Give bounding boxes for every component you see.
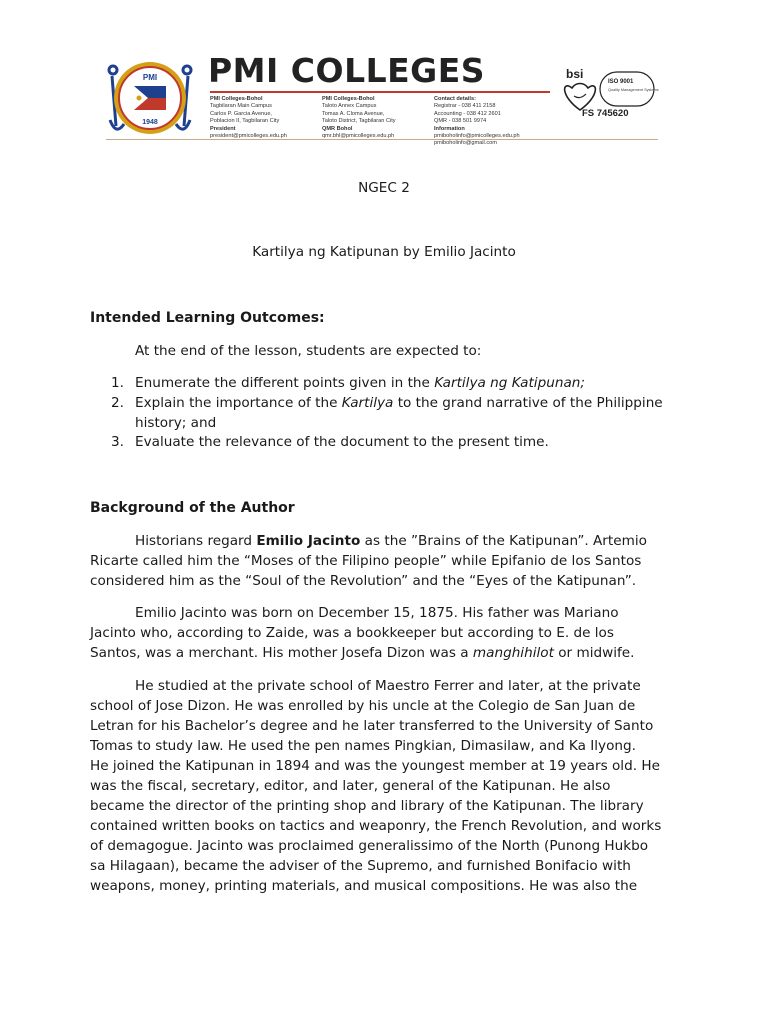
seal-year: 1948 [142,119,158,126]
paragraph-line: of demagogue. Jacinto was proclaimed generalissimo of the North (Punong Hukbo [90,838,649,854]
paragraph-line: He joined the Katipunan in 1894 and was the youngest member at 19 years old. He [90,758,660,774]
paragraph-line: sa Hilagaan), became the adviser of the Supremo, and furnished Bonifacio with [90,858,631,874]
info-line: Tagbilaran Main Campus [210,103,272,110]
text-run: Santos, was a merchant. His mother Josefa Dizon was a [90,645,473,661]
paragraph-line [90,643,690,663]
info-line: President [210,125,236,132]
list-item-line: Evaluate the relevance of the document to the present time. [135,434,549,450]
info-line: Carlos P. Garcia Avenue, [210,110,272,117]
ilo-item [135,393,695,433]
text-run: or midwife. [553,645,635,661]
text-run: Enumerate the different points given in the [135,375,435,391]
list-item-line: history; and [135,415,217,431]
info-line: Poblacion II, Tagbilaran City [210,118,280,125]
background-heading: Background of the Author [90,500,295,516]
letterhead-divider [106,139,658,140]
paragraph-line: Tomas to study law. He used the pen names Pingkian, Dimasilaw, and Ka Ilyong. [90,738,636,754]
contact-info [434,96,554,148]
text-run: Historians regard [135,533,257,549]
paragraph-2 [90,603,690,663]
pmi-seal-logo [106,56,194,142]
text-run: as the ”Brains of the Katipunan”. Artemio [360,533,647,549]
bsi-certification-logo [560,66,660,140]
letterhead [100,46,660,146]
campus-main-info [210,96,318,140]
course-code: NGEC 2 [358,180,410,196]
paragraph-line: became the director of the printing shop and library of the Katipunan. The library [90,798,644,814]
italic-text: manghihilot [472,645,554,661]
info-line: Information [434,125,465,132]
paragraph-line: Jacinto who, according to Zaide, was a bookkeeper but according to E. de los [90,625,614,641]
list-number: 1. [111,375,124,391]
info-line: Taloto District, Tagbilaran City [322,118,396,125]
info-line: PMI Colleges-Bohol [210,96,263,102]
ilo-intro: At the end of the lesson, students are expected to: [135,343,482,359]
brand-name: PMI COLLEGES [208,51,486,90]
paragraph-3 [90,676,690,896]
seal-text: PMI [142,73,158,82]
info-line: Tomas A. Cloma Avenue, [322,110,385,117]
paragraph-line: was the fiscal, secretary, editor, and later, general of the Katipunan. He also [90,778,611,794]
info-line: pmiboholinfo@gmail.com [434,140,497,147]
info-line: QMR - 038 501 9974 [434,118,487,125]
info-line: pmiboholinfo@pmicolleges.edu.ph [434,133,520,140]
list-number: 2. [111,395,124,411]
paragraph-line: Letran for his Bachelor’s degree and he later transferred to the University of Santo [90,718,654,734]
list-number: 3. [111,434,124,450]
info-line: PMI Colleges-Bohol [322,96,375,102]
italic-text: Kartilya [341,395,394,411]
ilo-heading: Intended Learning Outcomes: [90,310,325,326]
info-line: Registrar - 038 411 2158 [434,103,496,110]
ilo-item [135,373,695,393]
iso-text: ISO 9001 [608,79,634,85]
campus-annex-info [322,96,430,140]
info-line: Contact details: [434,96,476,102]
list-item-line [135,373,695,393]
info-line: QMR Bohol [322,125,353,132]
paragraph-line: contained written books on tactics and weaponry, the French Revolution, and works [90,818,662,834]
italic-text: Kartilya ng Katipunan; [434,375,585,391]
paragraph-line: Ricarte called him the “Moses of the Filipino people” while Epifanio de los Santos [90,553,642,569]
list-item-line [135,393,695,413]
paragraph-line: weapons, money, printing materials, and musical compositions. He was also the [90,878,638,894]
paragraph-1 [90,531,690,591]
text-run: Explain the importance of the [135,395,342,411]
paragraph-line [90,531,690,551]
info-line: Taloto Annex Campus [322,103,377,110]
info-line: president@pmicolleges.edu.ph [210,133,287,140]
iso-sub-text: Quality Management Systems [608,88,659,92]
info-line: qmr.bhl@pmicolleges.edu.ph [322,133,395,140]
bold-text: Emilio Jacinto [256,533,361,549]
paragraph-line: school of Jose Dizon. He was enrolled by his uncle at the Colegio de San Juan de [90,698,636,714]
paragraph-line: He studied at the private school of Maestro Ferrer and later, at the private [135,678,641,694]
ilo-item [135,432,695,452]
paragraph-line: Emilio Jacinto was born on December 15, 1875. His father was Mariano [135,605,619,621]
cert-code: FS 745620 [582,108,629,119]
document-title: Kartilya ng Katipunan by Emilio Jacinto [252,244,516,260]
bsi-text: bsi [566,67,584,81]
text-run: to the grand narrative of the Philippine [393,395,663,411]
brand-rule [210,91,550,93]
paragraph-line: considered him as the “Soul of the Revolution” and the “Eyes of the Katipunan”. [90,573,637,589]
info-line: Accounting - 038 412 2601 [434,110,501,117]
